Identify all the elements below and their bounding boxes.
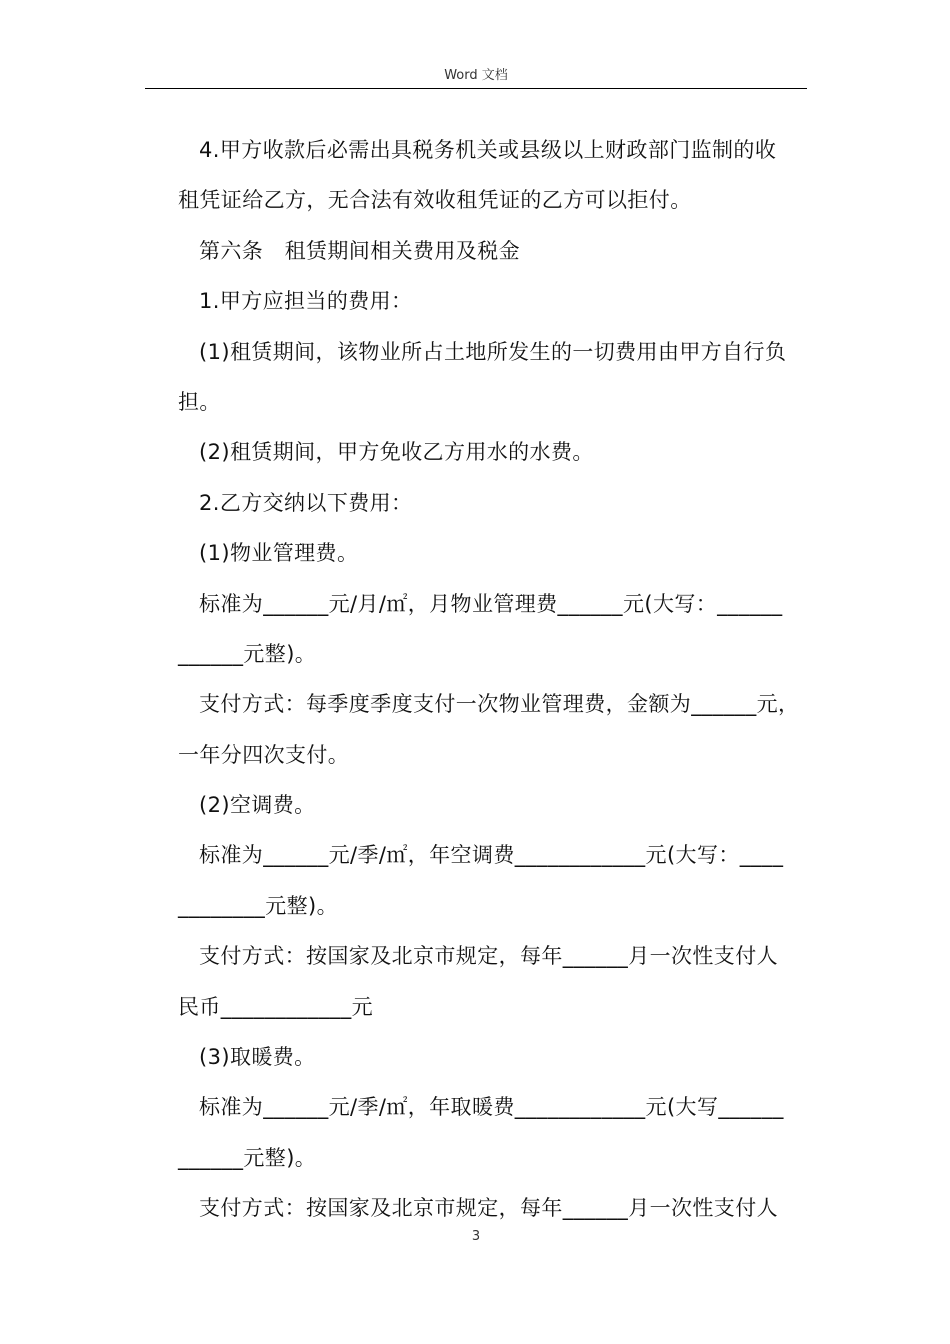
paragraph-line: ______元整)。 [178,641,317,666]
paragraph-line: 标准为______元/月/㎡，月物业管理费______元(大写：______ [199,591,783,616]
document-body [178,125,810,1234]
paragraph-line: 2.乙方交纳以下费用： [199,490,413,515]
paragraph-line: (2)空调费。 [199,793,316,818]
paragraph-line: 1.甲方应担当的费用： [199,289,413,314]
paragraph-line: ______元整)。 [178,1145,317,1170]
page-header: Word 文档 [444,68,508,83]
paragraph-line: (1)物业管理费。 [199,541,359,566]
header-divider [145,88,807,89]
paragraph-line: ________元整)。 [178,893,338,918]
paragraph-line: 民币____________元 [178,994,373,1019]
paragraph-line: 担。 [178,389,221,414]
paragraph-line: 支付方式：按国家及北京市规定，每年______月一次性支付人 [199,944,778,969]
paragraph-line: 支付方式：按国家及北京市规定，每年______月一次性支付人 [199,1196,778,1221]
paragraph-line: 一年分四次支付。 [178,742,350,767]
paragraph-line: 租凭证给乙方，无合法有效收租凭证的乙方可以拒付。 [178,188,692,213]
paragraph-line: 标准为______元/季/㎡，年空调费____________元(大写：____ [199,843,784,868]
paragraph-line: 支付方式：每季度季度支付一次物业管理费，金额为______元， [199,692,800,717]
paragraph-line: (2)租赁期间，甲方免收乙方用水的水费。 [199,440,594,465]
paragraph-line: 第六条 租赁期间相关费用及税金 [199,238,520,263]
paragraph-line: 标准为______元/季/㎡，年取暖费____________元(大写______ [199,1095,784,1120]
page-number: 3 [471,1229,481,1244]
paragraph-line: (1)租赁期间，该物业所占土地所发生的一切费用由甲方自行负 [199,339,787,364]
paragraph-line: (3)取暖费。 [199,1045,316,1070]
paragraph-line: 4.甲方收款后必需出具税务机关或县级以上财政部门监制的收 [199,138,777,162]
